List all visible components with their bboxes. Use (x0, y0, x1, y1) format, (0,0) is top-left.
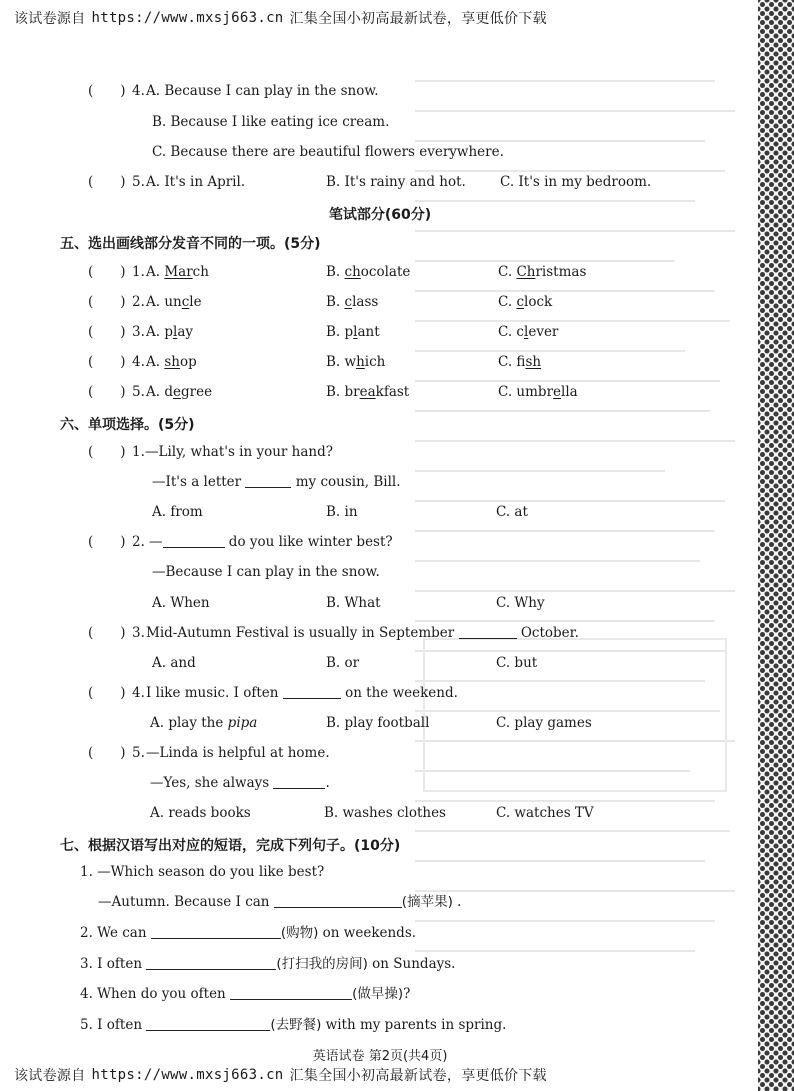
answer-paren[interactable]: ( ) (88, 354, 126, 370)
underlined-letters: c (516, 294, 524, 310)
phrase-item-4 (80, 985, 410, 1003)
underlined-letters: ea (359, 384, 376, 400)
underlined-letters: l (172, 324, 178, 340)
option-c: C. but (496, 655, 538, 671)
answer-blank[interactable] (230, 985, 352, 1000)
answer-blank[interactable] (146, 1016, 270, 1031)
option-a: A. When (152, 595, 210, 611)
word-part: ever (528, 324, 559, 340)
word-part: C. fi (498, 354, 526, 370)
option-b (326, 263, 410, 281)
option-a (146, 383, 212, 401)
question-text: . (325, 775, 330, 791)
phrase-item-1 (98, 893, 461, 911)
option-c (498, 323, 558, 341)
banner-url[interactable]: https://www.mxsj663.cn (91, 1067, 284, 1083)
banner-prefix: 该试卷源自 (14, 11, 86, 27)
question-text: —Yes, she always (150, 775, 270, 791)
option-a (146, 263, 209, 281)
underlined-letters: ch (344, 264, 361, 280)
sentence-text: . (457, 894, 462, 910)
answer-paren[interactable]: ( ) (88, 294, 126, 310)
word-part: B. br (326, 384, 360, 400)
word-part: B. (326, 294, 345, 310)
option-b: B. What (326, 595, 381, 611)
question-text: I like music. I often (146, 685, 279, 701)
word-part: A. (146, 354, 165, 370)
answer-paren[interactable]: ( ) (88, 534, 126, 550)
option-b: B. play football (326, 715, 430, 731)
answer-paren[interactable]: ( ) (88, 264, 126, 280)
answer-blank[interactable] (274, 893, 402, 908)
underlined-letters: sh (525, 354, 542, 370)
option-b: B. It's rainy and hot. (326, 174, 466, 190)
answer-paren[interactable]: ( ) (88, 745, 126, 761)
mc-item-2-line-2: —Because I can play in the snow. (152, 564, 380, 580)
answer-blank[interactable] (245, 473, 291, 488)
item-number: 3. (132, 625, 145, 641)
sentence-text: 4. When do you often (80, 986, 226, 1002)
answer-paren[interactable]: ( ) (88, 625, 126, 641)
underlined-letters: c (344, 294, 353, 310)
option-b (326, 293, 378, 311)
option-c: C. It's in my bedroom. (500, 174, 652, 190)
answer-blank[interactable] (283, 684, 341, 699)
written-part-title: 笔试部分(60分) (328, 207, 432, 223)
answer-blank[interactable] (146, 955, 276, 970)
question-line: —Lily, what's in your hand? (145, 444, 333, 460)
question-text: do you like winter best? (228, 534, 393, 550)
question-line: —Linda is helpful at home. (146, 745, 330, 761)
word-part: C. (498, 294, 517, 310)
word-part: ant (357, 324, 380, 340)
word-part: A. d (146, 384, 173, 400)
question-text: my cousin, Bill. (295, 474, 401, 490)
mc-item-5-line-2 (150, 774, 330, 792)
banner-url[interactable]: https://www.mxsj663.cn (91, 10, 284, 26)
item-number: 4. (132, 83, 145, 99)
option-c: C. Why (496, 595, 545, 611)
question-text: —It's a letter (152, 474, 242, 490)
word-part: A. un (146, 294, 182, 310)
word-part: kfast (375, 384, 410, 400)
item-number: 1. (132, 444, 145, 460)
item-number: 2. (132, 294, 145, 310)
underlined-letters: h (356, 354, 365, 370)
page-footer: 英语试卷 第2页(共4页) (312, 1049, 448, 1064)
word-part: ocolate (360, 264, 411, 280)
section-5-title: 五、选出画线部分发音不同的一项。(5分) (60, 236, 321, 252)
word-part: A. (146, 264, 165, 280)
banner-suffix: 汇集全国小初高最新试卷，享更低价下载 (289, 1068, 547, 1084)
word-part: B. (326, 264, 345, 280)
word-part: gree (180, 384, 213, 400)
bottom-banner (0, 1061, 794, 1089)
option-c: C. play games (496, 715, 592, 731)
word-part: B. p (326, 324, 354, 340)
word-part: lock (524, 294, 553, 310)
underlined-letters: sh (164, 354, 180, 370)
option-b: B. washes clothes (324, 805, 446, 821)
sentence-text: —Autumn. Because I can (98, 894, 270, 910)
item-number: 5. (132, 745, 145, 761)
question-text: on the weekend. (345, 685, 458, 701)
word-part: lla (561, 384, 578, 400)
phrase-item-5 (80, 1016, 506, 1034)
phrase-item-3 (80, 955, 455, 973)
answer-blank[interactable] (163, 533, 225, 548)
word-part: ristmas (535, 264, 587, 280)
answer-paren[interactable]: ( ) (88, 83, 126, 99)
option-c: C. watches TV (496, 805, 594, 821)
option-a: A. reads books (150, 805, 251, 821)
option-b (326, 353, 385, 371)
item-number: 4. (132, 685, 145, 701)
option-b: B. or (326, 655, 360, 671)
option-a: A. Because I can play in the snow. (146, 83, 379, 99)
item-number: 3. (132, 324, 145, 340)
option-c (498, 263, 586, 281)
underlined-letters: e (553, 384, 562, 400)
option-c (498, 293, 552, 311)
banner-suffix: 汇集全国小初高最新试卷，享更低价下载 (289, 11, 547, 27)
option-b (326, 323, 380, 341)
sentence-text: 2. We can (80, 925, 147, 941)
word-part: A. p (146, 324, 173, 340)
answer-paren[interactable]: ( ) (88, 444, 126, 460)
option-b (326, 383, 409, 401)
word-part: lass (352, 294, 379, 310)
question-text: — (149, 534, 163, 550)
underlined-letters: l (524, 324, 529, 340)
underlined-letters: c (181, 294, 190, 310)
option-a: A. play the pipa (150, 715, 258, 731)
underlined-letters: e (172, 384, 181, 400)
chinese-hint: (打扫我的房间) (276, 956, 368, 972)
word-part: C. c (498, 324, 524, 340)
underlined-letters: Mar (164, 264, 193, 280)
sentence-text: ? (403, 986, 411, 1002)
mc-item-1-line-2 (152, 473, 401, 491)
word-part: ich (364, 354, 386, 370)
sentence-text: 5. I often (80, 1017, 143, 1033)
option-a (146, 353, 197, 371)
answer-paren[interactable]: ( ) (88, 685, 126, 701)
word-part: C. umbr (498, 384, 554, 400)
answer-paren[interactable]: ( ) (88, 174, 126, 190)
chinese-hint: (摘苹果) (401, 894, 453, 910)
option-c (498, 353, 541, 371)
word-part: le (189, 294, 202, 310)
section-7-title: 七、根据汉语写出对应的短语，完成下列句子。(10分) (60, 838, 401, 854)
option-c: C. at (496, 504, 528, 520)
chinese-hint: (去野餐) (270, 1017, 322, 1033)
item-number: 5. (132, 384, 145, 400)
underlined-letters: l (353, 324, 358, 340)
phrase-item-1-line-1: 1. —Which season do you like best? (80, 864, 325, 880)
sentence-text: 3. I often (80, 956, 143, 972)
answer-blank[interactable] (459, 624, 517, 639)
dotted-margin-strip (758, 0, 794, 1091)
item-number: 4. (132, 354, 145, 370)
word-part: B. w (326, 354, 357, 370)
option-a (146, 323, 193, 341)
answer-paren[interactable]: ( ) (88, 384, 126, 400)
option-a: A. It's in April. (146, 174, 246, 190)
word-part: op (179, 354, 197, 370)
word-part: ch (192, 264, 209, 280)
option-c (498, 383, 578, 401)
item-number: 1. (132, 264, 145, 280)
question-text: Mid-Autumn Festival is usually in September (146, 625, 455, 641)
phrase-item-2 (80, 924, 416, 942)
banner-prefix: 该试卷源自 (14, 1068, 86, 1084)
item-number: 2. (132, 534, 145, 550)
underlined-letters: Ch (516, 264, 536, 280)
chinese-hint: (做早操) (352, 986, 404, 1002)
sentence-text: on weekends. (322, 925, 417, 941)
listening-item-4-option-b: B. Because I like eating ice cream. (152, 114, 390, 130)
option-a: A. from (152, 504, 203, 520)
answer-paren[interactable]: ( ) (88, 324, 126, 340)
sentence-text: on Sundays. (372, 956, 456, 972)
item-number: 5. (132, 174, 145, 190)
chinese-hint: (购物) (280, 925, 319, 941)
option-b: B. in (326, 504, 358, 520)
word-part: ay (177, 324, 193, 340)
answer-blank[interactable] (273, 774, 325, 789)
option-a: A. and (152, 655, 196, 671)
sentence-text: with my parents in spring. (325, 1017, 507, 1033)
answer-blank[interactable] (151, 924, 281, 939)
section-6-title: 六、单项选择。(5分) (60, 417, 195, 433)
word-part: C. (498, 264, 517, 280)
option-a (146, 293, 202, 311)
question-text: October. (520, 625, 579, 641)
listening-item-4-option-c: C. Because there are beautiful flowers everywhere. (152, 144, 504, 160)
